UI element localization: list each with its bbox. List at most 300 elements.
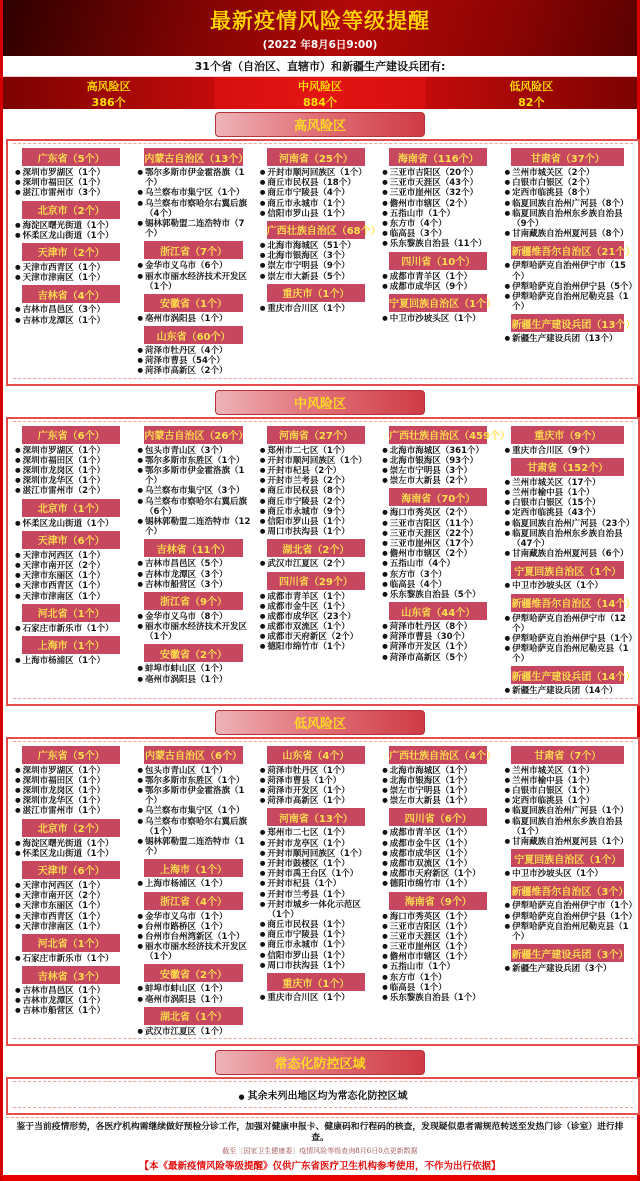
bullet-icon: ● (504, 445, 511, 454)
section-box-high-risk (6, 139, 640, 386)
province-header: 上海市（1个） (22, 636, 120, 654)
region-item (379, 456, 497, 466)
region-item-label: 开封市龙亭区（1个） (267, 838, 350, 849)
region-item-label: 白银市白银区（15个） (512, 498, 601, 509)
footer (3, 1120, 637, 1175)
region-item (379, 632, 497, 642)
bullet-icon: ● (137, 261, 144, 270)
region-item-label: 怀柔区龙山街道（1个） (22, 848, 114, 859)
section-bottom-dash (13, 1038, 633, 1039)
region-item (134, 612, 252, 622)
bullet-icon: ● (137, 611, 144, 620)
bullet-icon: ● (382, 476, 388, 485)
bullet-icon: ● (15, 921, 21, 930)
region-item (257, 632, 375, 642)
region-item-label: 三亚市吉阳区（1个） (389, 921, 473, 932)
bullet-icon: ● (504, 765, 511, 774)
column-5 (499, 146, 636, 344)
region-item (257, 466, 375, 476)
region-item (12, 881, 130, 891)
region-item-label: 天津市河西区（1个） (22, 550, 106, 561)
region-item (12, 305, 130, 315)
region-item (257, 786, 375, 796)
bullet-icon: ● (382, 538, 388, 547)
region-item-label: 三亚市崖州区（32个） (389, 188, 479, 199)
region-item (501, 488, 634, 498)
region-item-label: 天津市西青区（1个） (22, 262, 106, 273)
region-item-label: 临高县（1个） (389, 982, 447, 993)
region-item (379, 539, 497, 549)
region-item (379, 529, 497, 539)
region-item-label: 伊犁哈萨克自治州伊宁市（1个） (512, 901, 638, 912)
region-item (379, 508, 497, 518)
region-item (134, 168, 252, 188)
region-item-label: 伊犁哈萨克自治州伊宁县（1个） (512, 911, 638, 922)
province-header: 四川省（6个） (389, 808, 487, 826)
bullet-icon: ● (259, 476, 266, 485)
region-item (257, 304, 375, 314)
province-header: 四川省（29个） (267, 572, 365, 590)
bullet-icon: ● (137, 836, 144, 845)
region-item (501, 549, 634, 559)
province-header: 安徽省（1个） (144, 294, 242, 312)
region-item-label: 德阳市绵竹市（1个） (389, 879, 473, 890)
region-item-label: 兰州市城关区（1个） (512, 765, 595, 776)
region-item-label: 菏泽市曹县（54个） (145, 356, 225, 367)
bullet-icon: ● (504, 806, 511, 815)
bullet-icon: ● (137, 579, 144, 588)
region-item (501, 209, 634, 229)
region-item (134, 776, 252, 786)
bullet-icon: ● (504, 261, 511, 270)
region-item (12, 486, 130, 496)
bullet-icon: ● (259, 642, 266, 651)
bullet-icon: ● (137, 445, 144, 454)
bullet-icon: ● (15, 911, 21, 920)
province-header: 新疆生产建设兵团（3个） (511, 944, 624, 962)
region-item (501, 281, 638, 292)
province-header: 河南省（27个） (267, 426, 365, 444)
region-item-label: 重庆市合川区（1个） (267, 993, 350, 1003)
province-header: 海南省（9个） (389, 892, 487, 910)
region-item (379, 466, 497, 476)
province-header: 北京市（2个） (22, 819, 120, 837)
bullet-icon: ● (259, 889, 266, 898)
section-content-normal-zone (10, 1080, 636, 1110)
region-item (501, 199, 634, 209)
region-item-label: 锡林郭勒盟二连浩特市（1个） (145, 836, 245, 858)
region-item (379, 952, 497, 962)
column-1 (10, 146, 132, 326)
region-item (134, 879, 252, 889)
region-item-label: 开封市城乡一体化示范区（1个） (267, 899, 361, 920)
bullet-icon: ● (382, 178, 388, 187)
region-item (501, 817, 634, 837)
region-item (257, 766, 375, 776)
province-header: 山东省（60个） (144, 326, 242, 344)
region-item (257, 497, 375, 507)
region-item-label: 三亚市吉阳区（20个） (389, 168, 479, 178)
region-item-label: 菏泽市曹县（1个） (267, 775, 342, 786)
region-item-label: 亳州市涡阳县（1个） (145, 313, 228, 324)
region-item (134, 984, 252, 994)
region-item (134, 559, 252, 569)
bullet-icon: ● (15, 901, 21, 910)
region-item (12, 551, 130, 561)
bullet-icon: ● (382, 518, 388, 527)
bullet-icon: ● (504, 633, 511, 642)
region-item (379, 168, 497, 178)
region-item-label: 三亚市崖州区（17个） (389, 538, 479, 549)
region-item-label: 开封市杞县（1个） (267, 879, 342, 890)
region-item (12, 263, 130, 273)
bullet-icon: ● (382, 455, 388, 464)
bullet-icon: ● (504, 518, 511, 527)
bullet-icon: ● (382, 579, 388, 588)
province-header: 吉林省（4个） (22, 285, 120, 303)
region-item-label: 金华市义乌市（8个） (145, 611, 228, 622)
region-item (134, 942, 252, 962)
region-item (501, 581, 634, 591)
subtitle: 31个省（自治区、直辖市）和新疆生产建设兵团有: (3, 56, 637, 77)
province-header: 安徽省（2个） (144, 644, 242, 662)
column-3 (255, 744, 377, 1004)
bullet-icon: ● (382, 188, 388, 197)
bullet-icon: ● (137, 188, 144, 197)
region-item-label: 东方市（4个） (389, 218, 447, 229)
region-item (379, 199, 497, 209)
region-item-label: 伊犁哈萨克自治州尼勒克县（1个） (512, 291, 629, 313)
province-header: 广东省（5个） (22, 148, 120, 166)
bullet-icon: ● (15, 786, 21, 794)
section-box-mid-risk (6, 417, 640, 706)
bullet-icon: ● (504, 816, 511, 825)
region-item (12, 922, 130, 932)
bullet-icon: ● (504, 921, 511, 930)
region-item-label: 开封市兰考县（1个） (267, 889, 350, 900)
region-item-label: 伊犁哈萨克自治州尼勒克县（1个） (512, 644, 629, 665)
section-top-dash (13, 1081, 633, 1082)
bullet-icon: ● (382, 765, 388, 774)
bullet-icon: ● (504, 796, 511, 805)
summary-mid-risk (214, 77, 425, 109)
region-item (12, 316, 130, 326)
region-item (257, 869, 375, 879)
bullet-icon: ● (504, 901, 511, 910)
bullet-icon: ● (137, 775, 144, 784)
region-item-label: 菏泽市牡丹区（4个） (145, 346, 228, 357)
bullet-icon: ● (259, 796, 266, 805)
region-item-label: 菏泽市开发区（1个） (389, 642, 473, 653)
region-item-label: 海淀区曙光街道（1个） (22, 838, 114, 849)
region-item-label: 吉林市龙潭区（1个） (22, 315, 106, 326)
region-item (501, 796, 634, 806)
column-2 (132, 146, 254, 377)
region-item-label: 丽水市丽水经济技术开发区（1个） (145, 622, 248, 643)
bullet-icon: ● (382, 982, 388, 991)
bullet-icon: ● (382, 962, 388, 971)
province-header: 新疆生产建设兵团（13个） (511, 314, 624, 332)
province-header: 内蒙古自治区（6个） (144, 746, 242, 764)
region-item (257, 251, 375, 261)
bullet-icon: ● (137, 366, 144, 375)
province-header: 重庆市（9个） (511, 426, 624, 444)
region-item (379, 879, 497, 889)
bullet-icon: ● (259, 516, 266, 525)
summary-high-risk-count: 386个 (91, 96, 126, 109)
region-item (12, 561, 130, 571)
region-item (257, 241, 375, 251)
region-item (379, 828, 497, 838)
header-date: (2022 年8月6日9:00) (262, 39, 378, 51)
bullet-icon: ● (259, 591, 266, 600)
bullet-icon: ● (137, 496, 144, 505)
region-item (501, 519, 634, 529)
bullet-icon: ● (15, 765, 21, 774)
region-item (379, 859, 497, 869)
region-item-label: 鄂尔多斯市伊金霍洛旗（1个） (145, 786, 245, 807)
region-item (379, 983, 497, 993)
region-item-label: 怀柔区龙山街道（1个） (22, 230, 114, 241)
region-item-label: 临夏回族自治州广河县（23个） (512, 518, 635, 529)
region-item (134, 199, 252, 219)
bullet-icon: ● (504, 786, 511, 794)
bullet-icon: ● (504, 964, 511, 973)
region-item (134, 675, 252, 685)
region-item-label: 崇左市大新县（5个） (267, 271, 350, 282)
region-item-label: 甘南藏族自治州夏河县（1个） (512, 836, 629, 847)
province-header: 北京市（2个） (22, 201, 120, 219)
region-item-label: 信阳市罗山县（1个） (267, 208, 350, 219)
region-item-label: 德阳市绵竹市（1个） (267, 642, 350, 653)
region-item (379, 912, 497, 922)
region-item-label: 三亚市崖州区（1个） (389, 942, 473, 953)
region-item (12, 466, 130, 476)
bullet-icon: ● (382, 911, 388, 920)
region-item (501, 334, 634, 344)
region-item-label: 海口市秀英区（2个） (389, 508, 473, 519)
region-item-label: 开封市顺河回族区（1个） (267, 848, 367, 859)
normal-zone-note-text: 其余未列出地区均为常态化防控区域 (247, 1091, 408, 1102)
bullet-icon: ● (15, 1006, 21, 1015)
bullet-icon: ● (15, 623, 21, 632)
region-item-label: 天津市东丽区（1个） (22, 901, 106, 912)
bullet-icon: ● (504, 168, 511, 176)
region-item (12, 996, 130, 1006)
region-item-label: 成都市成华区（1个） (389, 848, 473, 859)
region-item-label: 伊犁哈萨克自治州伊宁县（5个） (512, 281, 638, 292)
section-banner-low-risk: 低风险区 (215, 710, 425, 735)
province-header: 宁夏回族自治区（1个） (511, 561, 624, 579)
region-item-label: 儋州市市辖区（2个） (389, 198, 473, 209)
bullet-icon: ● (137, 911, 144, 920)
section-bottom-dash (13, 378, 633, 379)
column-4 (377, 146, 499, 324)
bullet-icon: ● (15, 262, 21, 271)
region-item-label: 成都市金牛区（1个） (389, 838, 473, 849)
province-header: 上海市（1个） (144, 859, 242, 877)
bullet-icon: ● (15, 315, 21, 324)
region-item (379, 776, 497, 786)
region-item (257, 828, 375, 838)
region-item-label: 天津市南开区（2个） (22, 560, 106, 571)
region-item (501, 806, 634, 816)
bullet-icon: ● (259, 765, 266, 774)
bullet-icon: ● (137, 931, 144, 940)
region-item (379, 786, 497, 796)
bullet-icon: ● (259, 838, 266, 847)
bullet-icon: ● (504, 869, 511, 878)
region-item-label: 儋州市市辖区（2个） (389, 549, 473, 560)
region-item-label: 深圳市福田区（1个） (22, 178, 106, 189)
section-columns (10, 146, 636, 377)
bullet-icon: ● (15, 796, 21, 805)
bullet-icon: ● (259, 828, 266, 837)
province-header: 天津市（2个） (22, 243, 120, 261)
bullet-icon: ● (382, 632, 388, 641)
region-item (501, 446, 634, 456)
bullet-icon: ● (15, 571, 21, 580)
region-item (257, 456, 375, 466)
region-item-label: 临高县（4个） (389, 579, 447, 590)
bullet-icon: ● (382, 642, 388, 651)
region-item-label: 吉林市船营区（1个） (22, 1006, 106, 1017)
bullet-icon: ● (15, 848, 21, 857)
region-item-label: 深圳市罗湖区（1个） (22, 765, 106, 776)
region-item (257, 199, 375, 209)
bullet-icon: ● (137, 346, 144, 355)
region-item (257, 168, 375, 178)
bullet-icon: ● (15, 230, 21, 239)
region-item (501, 911, 638, 922)
bullet-icon: ● (15, 466, 21, 474)
bullet-icon: ● (137, 879, 144, 888)
bullet-icon: ● (259, 445, 266, 454)
region-item-label: 东方市（1个） (389, 972, 447, 983)
region-item-label: 成都市双流区（1个） (389, 858, 473, 869)
region-item (134, 1027, 252, 1037)
region-item (134, 922, 252, 932)
region-item-label: 儋州市市辖区（1个） (389, 952, 473, 963)
bullet-icon: ● (382, 775, 388, 784)
region-item-label: 周口市扶沟县（1个） (267, 960, 350, 971)
region-item (379, 766, 497, 776)
region-item (134, 346, 252, 356)
bullet-icon: ● (382, 838, 388, 847)
region-item (12, 776, 130, 786)
region-item-label: 成都市成华区（9个） (389, 281, 473, 292)
region-item-label: 海口市秀英区（1个） (389, 911, 473, 922)
bullet-icon: ● (504, 334, 511, 343)
region-item-label: 海淀区曙光街道（1个） (22, 220, 114, 231)
region-item (257, 446, 375, 456)
region-item (379, 239, 497, 249)
region-item-label: 崇左市大新县（2个） (389, 476, 473, 487)
bullet-icon: ● (137, 1026, 144, 1035)
region-item (379, 519, 497, 529)
region-item-label: 深圳市龙岗区（1个） (22, 466, 106, 476)
province-header: 浙江省（7个） (144, 241, 242, 259)
section-bottom-dash (13, 1107, 633, 1108)
bullet-icon: ● (504, 508, 511, 517)
region-item (501, 644, 634, 664)
bullet-icon: ● (259, 775, 266, 784)
bullet-icon: ● (504, 477, 511, 486)
region-item-label: 开封市杞县（2个） (267, 466, 342, 476)
bullet-icon: ● (382, 508, 388, 517)
region-item (501, 508, 634, 518)
region-item (12, 624, 130, 634)
region-item (257, 622, 375, 632)
column-4 (377, 744, 499, 1004)
region-item-label: 商丘市永城市（1个） (267, 198, 350, 209)
region-item-label: 成都市青羊区（1个） (389, 271, 473, 282)
region-item (379, 653, 497, 663)
region-item-label: 成都市成华区（23个） (267, 611, 356, 622)
region-item-label: 天津市东丽区（1个） (22, 571, 106, 582)
region-item-label: 菏泽市高新区（1个） (267, 796, 350, 807)
region-item-label: 崇左市大新县（1个） (389, 796, 473, 807)
region-item-label: 天津市津南区（1个） (22, 273, 106, 284)
region-item-label: 五指山市（4个） (389, 559, 456, 570)
bullet-icon: ● (259, 208, 266, 217)
region-item-label: 北海市银海区（93个） (389, 455, 479, 466)
region-item-label: 周口市扶沟县（1个） (267, 527, 350, 538)
region-item-label: 深圳市罗湖区（1个） (22, 168, 106, 178)
region-item (257, 527, 375, 537)
region-item (379, 622, 497, 632)
section-banner-high-risk: 高风险区 (215, 112, 425, 137)
province-header: 天津市（6个） (22, 861, 120, 879)
bullet-icon: ● (137, 466, 144, 474)
region-item (501, 261, 634, 281)
region-item-label: 郑州市二七区（1个） (267, 828, 350, 839)
region-item (501, 922, 634, 942)
region-item (134, 517, 252, 537)
region-item-label: 信阳市罗山县（1个） (267, 516, 350, 527)
bullet-icon: ● (382, 589, 388, 598)
bullet-icon: ● (15, 806, 21, 815)
province-header: 新疆维吾尔自治区（21个） (511, 241, 624, 259)
region-item-label: 锡林郭勒盟二连浩特市（12个） (145, 516, 251, 538)
region-item (12, 273, 130, 283)
bullet-icon: ● (382, 869, 388, 878)
region-item (379, 188, 497, 198)
bullet-icon: ● (137, 942, 144, 951)
region-item (12, 954, 130, 964)
region-item (379, 209, 497, 219)
region-item (501, 188, 634, 198)
region-item (501, 869, 634, 879)
region-item-label: 台州市路桥区（1个） (145, 921, 228, 932)
region-item (257, 517, 375, 527)
province-header: 河南省（25个） (267, 148, 365, 166)
region-item-label: 开封市鼓楼区（1个） (267, 858, 350, 869)
column-2 (132, 744, 254, 1037)
province-header: 宁夏回族自治区（1个） (511, 849, 624, 867)
province-header: 海南省（116个） (389, 148, 487, 166)
region-item (379, 580, 497, 590)
region-item-label: 商丘市永城市（9个） (267, 506, 350, 517)
region-item (12, 806, 130, 816)
region-item (134, 446, 252, 456)
region-item-label: 成都市天府新区（1个） (389, 869, 481, 880)
region-item (134, 622, 252, 642)
region-item-label: 蚌埠市蚌山区（1个） (145, 984, 228, 995)
bullet-icon: ● (504, 549, 511, 558)
region-item-label: 三亚市吉阳区（11个） (389, 518, 479, 529)
section-top-dash (13, 421, 633, 422)
